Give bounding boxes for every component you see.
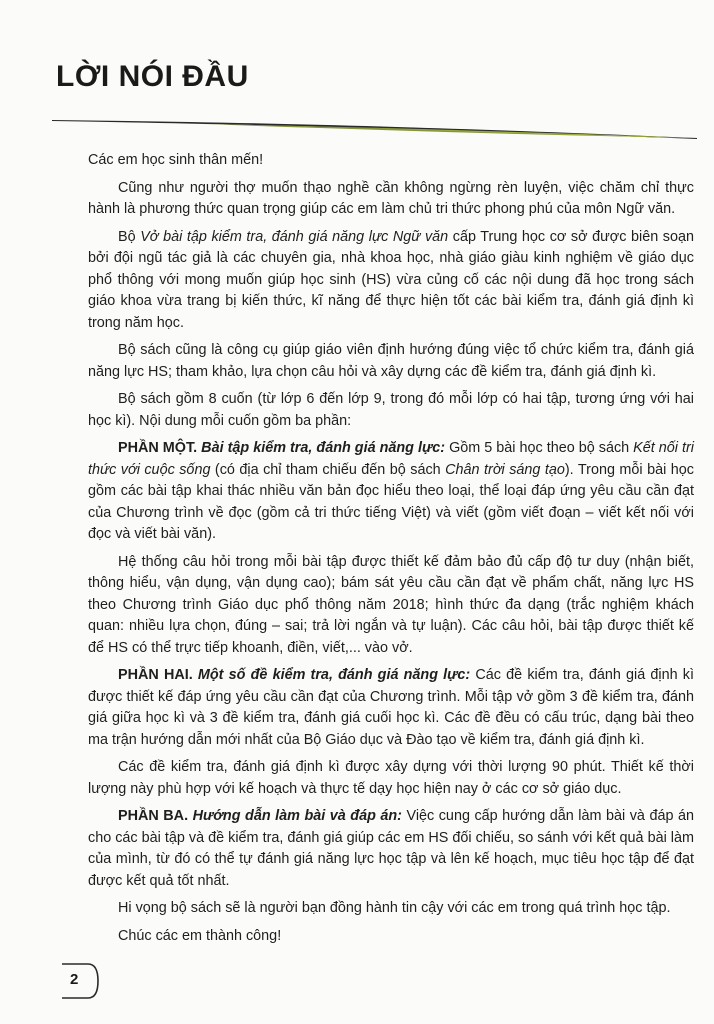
paragraph: Hệ thống câu hỏi trong mỗi bài tập được thiết kế đảm bảo đủ cấp độ tư duy (nhận biết, thông hiểu, vận dụng, vận dụng cao); bám sát yêu cầu cần đạt về phẩm chất, năng lực HS theo Chương trình Giáo dục phổ thông năm 2018; hình thức đa dạng (trắc nghiệm khách quan: nhiều lựa chọn, đúng – sai; trả lời ngắn và tự luận). Các câu hỏi, bài tập được thiết kế để HS có thể trực tiếp khoanh, điền, viết,... vào vở. bbox=[88, 553, 694, 656]
page-number-badge bbox=[60, 960, 102, 1002]
paragraph: Bộ sách gồm 8 cuốn (từ lớp 6 đến lớp 9, trong đó mỗi lớp có hai tập, tương ứng với hai học kì). Nội dung mỗi cuốn gồm ba phần: bbox=[88, 391, 694, 429]
title-underline-swoosh bbox=[52, 112, 697, 142]
page-number: 2 bbox=[70, 971, 79, 988]
paragraph-greeting: Các em học sinh thân mến! bbox=[88, 152, 264, 168]
paragraph: Bộ Vở bài tập kiểm tra, đánh giá năng lực Ngữ văn cấp Trung học cơ sở được biên soạn bởi đội ngũ tác giả là các chuyên gia, nhà khoa học, nhà giáo giàu kinh nghiệm về giáo dục phổ thông với mong muốn giúp học sinh (HS) vừa củng cố các nội dung đã học trong sách giáo khoa vừa trang bị kiến thức, kĩ năng để thực hiện tốt các bài kiểm tra, đánh giá định kì trong năm học. bbox=[88, 228, 694, 331]
paragraph-part-three: PHẦN BA. Hướng dẫn làm bài và đáp án: Việc cung cấp hướng dẫn làm bài và đáp án cho các bài tập và đề kiểm tra, đánh giá giúp các em HS đối chiếu, so sánh với kết quả bài làm của mình, từ đó có thể tự đánh giá năng lực học tập và lên kế hoạch, mục tiêu học tập để đạt được kết quả tốt nhất. bbox=[88, 808, 694, 889]
page-number-bracket bbox=[60, 960, 102, 1002]
paragraph: Cũng như người thợ muốn thạo nghề cần không ngừng rèn luyện, việc chăm chỉ thực hành là phương thức quan trọng giúp các em làm chủ tri thức phong phú của môn Ngữ văn. bbox=[88, 179, 694, 217]
preface-body bbox=[88, 150, 694, 953]
page-title: LỜI NÓI ĐẦU bbox=[56, 60, 249, 93]
paragraph: Hi vọng bộ sách sẽ là người bạn đồng hành tin cậy với các em trong quá trình học tập. bbox=[118, 900, 671, 916]
paragraph-part-two: PHẦN HAI. Một số đề kiểm tra, đánh giá năng lực: Các đề kiểm tra, đánh giá định kì được thiết kế đáp ứng yêu cầu cần đạt của Chương trình. Mỗi tập vở gồm 3 đề kiểm tra, đánh giá giữa học kì và 3 đề kiểm tra, đánh giá cuối học kì. Các đề đều có cấu trúc, dạng bài theo ma trận hướng dẫn mới nhất của Bộ Giáo dục và Đào tạo về kiểm tra, đánh giá định kì. bbox=[88, 667, 694, 748]
paragraph-part-one: PHẦN MỘT. Bài tập kiểm tra, đánh giá năng lực: Gồm 5 bài học theo bộ sách Kết nối tri thức với cuộc sống (có địa chỉ tham chiếu đến bộ sách Chân trời sáng tạo). Trong mỗi bài học gồm các bài tập khai thác nhiều văn bản đọc hiểu theo loại, thể loại đáp ứng yêu cầu cần đạt của Chương trình về đọc (gồm cả tri thức tiếng Việt) và viết (gồm viết đoạn – viết kết nối với đọc và viết bài văn). bbox=[88, 440, 694, 542]
paragraph-closing: Chúc các em thành công! bbox=[118, 927, 282, 944]
paragraph: Các đề kiểm tra, đánh giá định kì được xây dựng với thời lượng 90 phút. Thiết kế thời lượng này phù hợp với kế hoạch và thực tế dạy học hiện nay ở các cơ sở giáo dục. bbox=[88, 759, 694, 797]
paragraph: Bộ sách cũng là công cụ giúp giáo viên định hướng đúng việc tổ chức kiểm tra, đánh giá năng lực HS; tham khảo, lựa chọn câu hỏi và xây dựng các đề kiểm tra, đánh giá định kì. bbox=[88, 342, 694, 380]
